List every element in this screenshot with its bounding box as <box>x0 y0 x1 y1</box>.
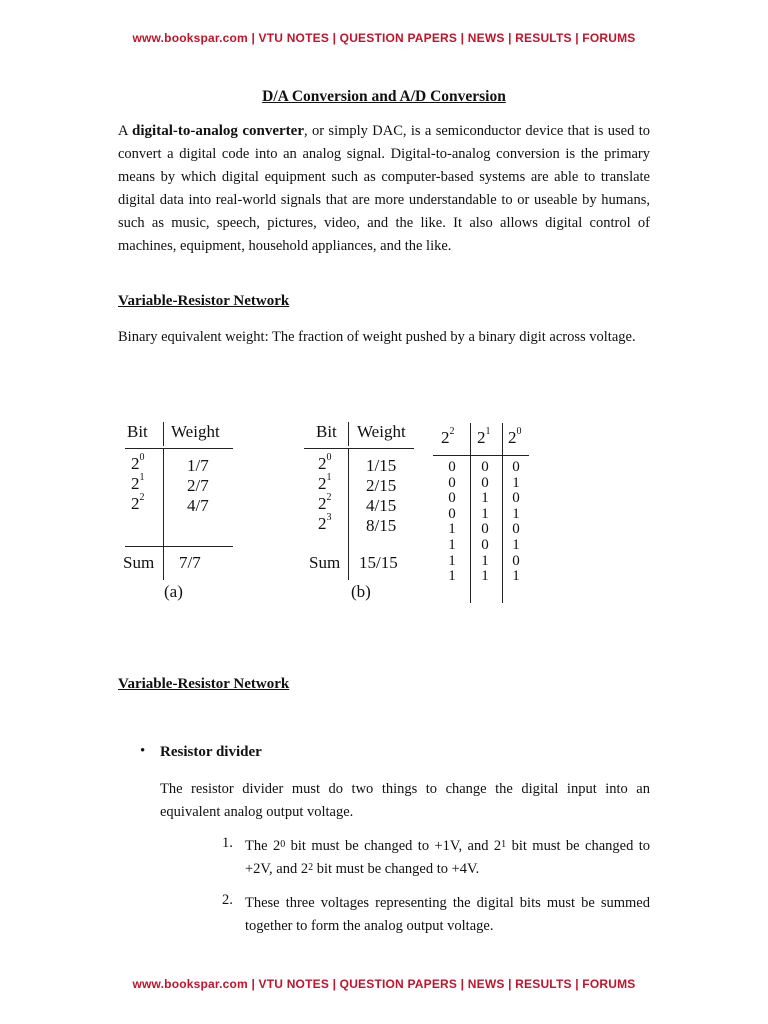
truth-col-2: 0 0 1 1 0 0 1 1 <box>481 459 489 585</box>
truth-col-3: 0 1 0 1 0 1 0 1 <box>512 459 520 585</box>
table-a-divider <box>163 422 164 446</box>
table-b-divider <box>348 448 349 580</box>
table-b-bit: $2^3$ <box>318 512 332 533</box>
table-a-rule <box>125 448 233 449</box>
table-a-sum-label: Sum <box>123 553 155 572</box>
table-b-sum-value: 15/15 <box>359 553 398 572</box>
table-a-sum-value: 7/7 <box>179 553 201 572</box>
table-b-weight: 1/15 <box>366 456 397 475</box>
table-a-divider <box>163 448 164 580</box>
intro-paragraph <box>118 120 650 258</box>
table-a-bit: $2^0$ <box>131 452 145 473</box>
table-a-sum-rule <box>125 546 233 547</box>
truth-header-2-1: $2^1$ <box>477 426 491 447</box>
table-b-bit: $2^2$ <box>318 492 332 513</box>
intro-prefix: A <box>118 123 133 139</box>
table-a-weight: 1/7 <box>187 456 209 475</box>
divider-paragraph: The resistor divider must do two things to change the digital input into an equivalent analog output voltage. <box>160 781 650 820</box>
table-b-divider <box>348 422 349 446</box>
table-a-bit: $2^2$ <box>131 492 145 513</box>
bullet-icon: • <box>140 743 146 759</box>
list-number: 2. <box>222 892 233 908</box>
table-a-header-weight: Weight <box>171 422 220 441</box>
table-b-bit: $2^0$ <box>318 452 332 473</box>
intro-bold-term: digital-to-analog converter <box>132 123 304 139</box>
table-b-header-weight: Weight <box>357 422 406 441</box>
header-banner[interactable]: www.bookspar.com | VTU NOTES | QUESTION PAPERS | NEWS | RESULTS | FORUMS <box>132 31 636 45</box>
table-b-caption: (b) <box>351 582 371 601</box>
section-heading-1: Variable-Resistor Network <box>118 293 290 309</box>
page-title: D/A Conversion and A/D Conversion <box>262 88 506 105</box>
truth-col-1: 0 0 0 0 1 1 1 1 <box>448 459 456 585</box>
truth-header-2-0: $2^0$ <box>508 426 522 447</box>
footer-banner[interactable]: www.bookspar.com | VTU NOTES | QUESTION PAPERS | NEWS | RESULTS | FORUMS <box>132 977 636 991</box>
binary-weight-paragraph: Binary equivalent weight: The fraction of weight pushed by a binary digit across voltage. <box>118 329 636 345</box>
table-b-rule <box>304 448 414 449</box>
table-b-weight: 2/15 <box>366 476 397 495</box>
table-b-weight: 8/15 <box>366 516 397 535</box>
bullet-heading: Resistor divider <box>160 744 262 760</box>
table-b-bit: $2^1$ <box>318 472 332 493</box>
list-item: These three voltages representing the digital bits must be summed together to form the analog output voltage. <box>245 895 650 934</box>
weight-table-a <box>125 422 245 612</box>
table-b-header-bit: Bit <box>316 422 337 441</box>
table-a-weight: 4/7 <box>187 496 209 515</box>
table-b-sum-label: Sum <box>309 553 341 572</box>
truth-divider <box>470 423 471 603</box>
table-a-weight: 2/7 <box>187 476 209 495</box>
table-a-bit: $2^1$ <box>131 472 145 493</box>
truth-header-2-2: $2^2$ <box>441 426 455 447</box>
list-number: 1. <box>222 835 233 851</box>
list-item: The $2^0$ bit must be changed to +1V, and $2^1$ bit must be changed to +2V, and $2^2$ bit must be changed to +4V. <box>245 838 651 877</box>
section-heading-2: Variable-Resistor Network <box>118 676 290 692</box>
intro-rest: , or simply DAC, is a semiconductor device that is used to convert a digital code into an analog signal. Digital-to-analog conversion is the primary means by which digital equipment such as computer-based systems are able to translate digital data into real-world signals that are more understandable to or useable by humans, such as music, speech, pictures, video, and the like. It also allows digital control of machines, equipment, household appliances, and the like. <box>118 123 650 254</box>
table-a-header-bit: Bit <box>127 422 148 441</box>
table-a-caption: (a) <box>164 582 183 601</box>
truth-divider <box>502 423 503 603</box>
truth-rule <box>433 455 529 456</box>
table-b-weight: 4/15 <box>366 496 397 515</box>
